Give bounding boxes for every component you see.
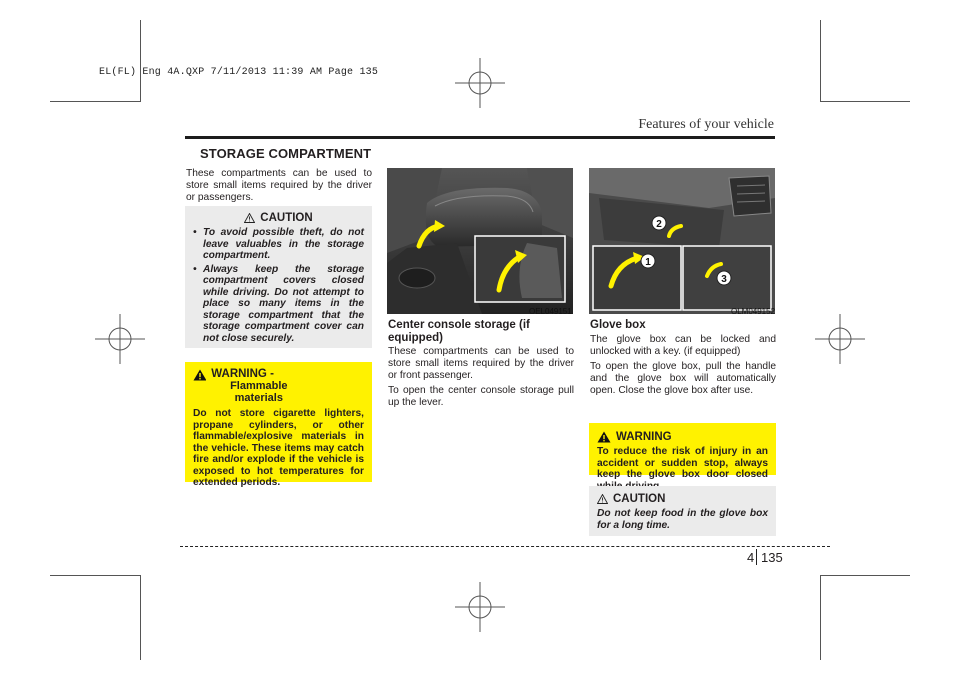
center-console-illustration <box>387 168 573 314</box>
figure-code: OEL049151 <box>529 307 572 316</box>
print-slug: EL(FL) Eng 4A.QXP 7/11/2013 11:39 AM Page 135 <box>99 67 379 78</box>
warning-heading: WARNING - <box>211 368 274 380</box>
paragraph: To open the glove box, pull the handle and the glove box will automatically open. Close the glove box after use. <box>590 361 776 396</box>
warning-text: Do not store cigarette lighters, propane cylinders, or other flammable/explosive materials in the vehicle. These items may catch fire and/or explode if the vehicle is exposed to hot temperatures for extended periods. <box>193 408 364 488</box>
warning-text: To reduce the risk of injury in an accident or sudden stop, always keep the glove box door closed <box>597 446 768 480</box>
warning-subheading: Flammable materials <box>230 380 288 404</box>
warning-heading: WARNING <box>616 431 672 443</box>
footer-divider <box>756 549 757 565</box>
caution-box-theft <box>185 206 372 348</box>
header-rule <box>185 136 775 139</box>
registration-mark-left-icon <box>95 314 145 364</box>
callout-1: 1 <box>645 257 651 268</box>
caution-box-food <box>589 486 776 536</box>
chapter-number: 4 <box>747 550 755 565</box>
caution-text: Do not keep food in the glove box for a long time. <box>597 508 768 531</box>
warning-box-glove <box>589 423 776 480</box>
intro-paragraph: These compartments can be used to store small items required by the driver or passengers. <box>186 168 372 203</box>
warning-triangle-icon <box>193 369 206 381</box>
paragraph: To open the center console storage pull up the lever. <box>388 385 574 408</box>
paragraph: These compartments can be used to store small items required by the driver or front passenger. <box>388 346 574 381</box>
center-console-image <box>387 168 573 314</box>
glove-box-image <box>589 168 775 314</box>
running-header: Features of your vehicle <box>638 117 774 132</box>
page-number: 135 <box>761 550 783 565</box>
figure-code: OLM049152 <box>731 307 776 316</box>
registration-mark-right-icon <box>815 314 865 364</box>
paragraph: The glove box can be locked and unlocked with a key. (if equipped) <box>590 334 776 357</box>
section-title: STORAGE COMPARTMENT <box>200 146 372 161</box>
glove-box-illustration <box>589 168 775 314</box>
center-console-heading: Center console storage (if equipped) <box>388 319 530 344</box>
registration-mark-bottom-icon <box>455 582 505 632</box>
registration-mark-top-icon <box>455 58 505 108</box>
caution-bullet: • Always keep the storage compartment covers closed while driving. Do not attempt to place so many items in the storage compartment that the storage compartment cover can not close securely. <box>193 263 364 344</box>
center-console-text <box>388 346 574 412</box>
caution-triangle-icon <box>244 213 255 223</box>
caution-heading: CAUTION <box>260 212 313 224</box>
callout-2: 2 <box>656 219 662 230</box>
caution-bullet: • To avoid possible theft, do not leave valuables in the storage compartment. <box>193 227 364 261</box>
glove-box-text <box>590 334 776 400</box>
warning-triangle-icon <box>597 431 611 443</box>
caution-triangle-icon <box>597 494 608 504</box>
callout-3: 3 <box>721 274 727 285</box>
warning-box-flammable <box>185 362 372 488</box>
glove-box-heading: Glove box <box>590 319 646 331</box>
caution-heading: CAUTION <box>613 493 666 505</box>
footer-dashed-rule <box>180 546 830 547</box>
